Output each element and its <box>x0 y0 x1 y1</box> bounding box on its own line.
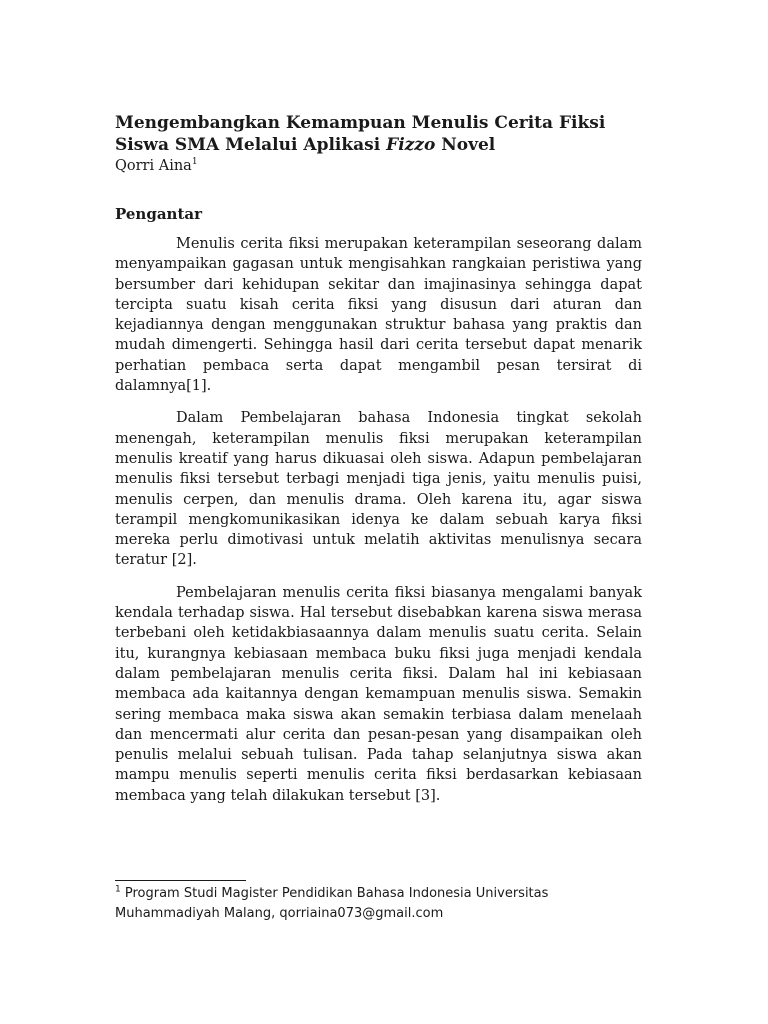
footnote-divider <box>115 880 246 881</box>
footnote-line-2: Muhammadiyah Malang, qorriaina073@gmail.com <box>115 906 444 921</box>
article-title <box>115 112 642 156</box>
footnote-line-1: Program Studi Magister Pendidikan Bahasa Indonesia Universitas <box>120 886 549 901</box>
paragraph-2: Dalam Pembelajaran bahasa Indonesia tingkat sekolah menengah, keterampilan menulis fiksi merupakan keterampilan menulis kreatif yang harus dikuasai oleh siswa. Adapun pembelajaran menulis fiksi tersebut terbagi menjadi tiga jenis, yaitu menulis puisi, menulis cerpen, dan menulis drama. Oleh karena itu, agar siswa terampil mengkomunikasikan idenya ke dalam sebuah karya fiksi mereka perlu dimotivasi untuk melatih aktivitas menulisnya secara teratur [2]. <box>115 410 642 569</box>
author-footnote-marker: 1 <box>191 157 198 168</box>
paragraph-1: Menulis cerita fiksi merupakan keterampilan seseorang dalam menyampaikan gagasan untuk mengisahkan rangkaian peristiwa yang bersumber dari kehidupan sekitar dan imajinasinya sehingga dapat tercipta suatu kisah cerita fiksi yang disusun dari aturan dan kejadiannya dengan menggunakan struktur bahasa yang praktis dan mudah dimengerti. Sehingga hasil dari cerita tersebut dapat menarik perhatian pembaca serta dapat mengambil pesan tersirat di dalamnya[1]. <box>115 236 642 395</box>
document-body <box>115 112 642 818</box>
footnote-marker: 1 <box>115 884 121 895</box>
paragraph-3: Pembelajaran menulis cerita fiksi biasanya mengalami banyak kendala terhadap siswa. Hal tersebut disebabkan karena siswa merasa terbebani oleh ketidakbiasaannya dalam menulis suatu cerita. Selain itu, kurangnya kebiasaan membaca buku fiksi juga menjadi kendala dalam pembelajaran menulis cerita fiksi. Dalam hal ini kebiasaan membaca ada kaitannya dengan kemampuan menulis siswa. Semakin sering membaca maka siswa akan semakin terbiasa dalam menelaah dan mencermati alur cerita dan pesan-pesan yang disampaikan oleh penulis melalui sebuah tulisan. Pada tahap selanjutnya siswa akan mampu menulis seperti menulis cerita fiksi berdasarkan kebiasaan membaca yang telah dilakukan tersebut [3]. <box>115 584 642 804</box>
section-heading: Pengantar <box>115 205 202 223</box>
author-name: Qorri Aina <box>115 158 192 174</box>
footnote <box>115 884 642 924</box>
title-line-1: Mengembangkan Kemampuan Menulis Cerita Fiksi <box>115 113 606 133</box>
title-line-2-start: Siswa SMA Melalui Aplikasi <box>115 135 387 155</box>
author-line <box>115 156 642 176</box>
title-line-2-end: Novel <box>435 135 496 155</box>
title-app-name: Fizzo <box>386 135 436 155</box>
